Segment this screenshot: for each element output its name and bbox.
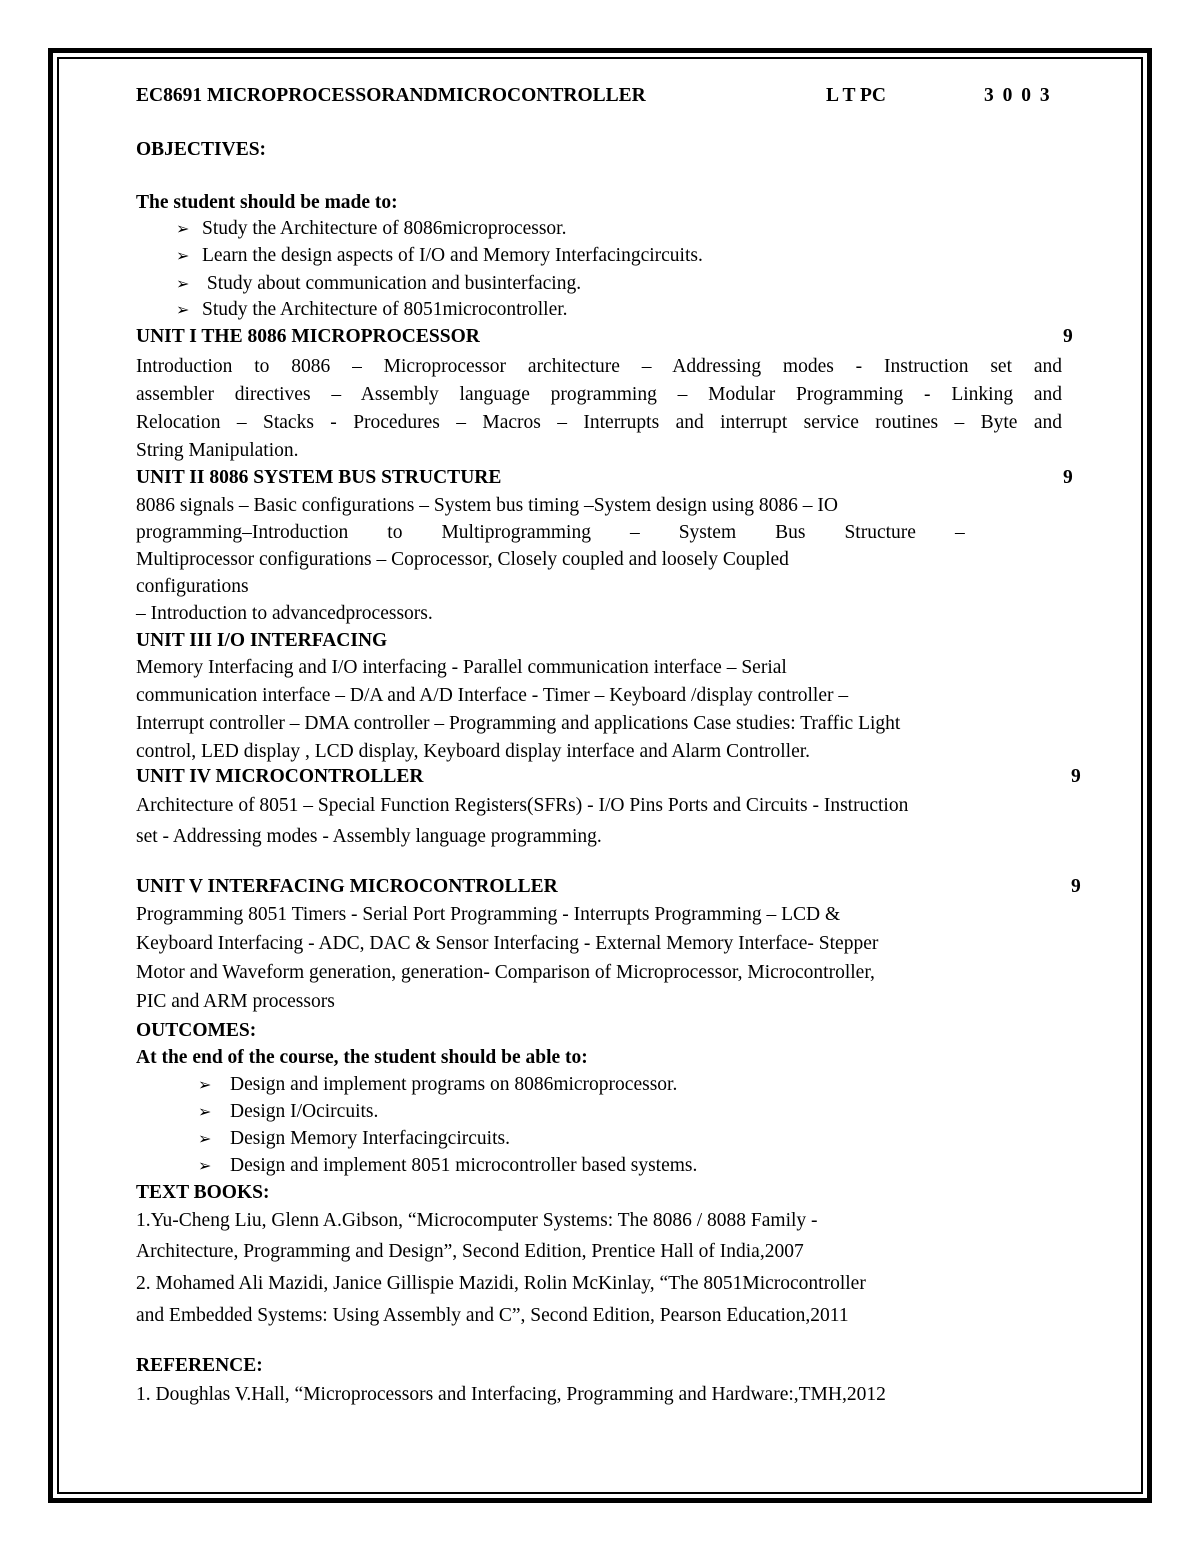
unit-4-line: Architecture of 8051 – Special Function Registers(SFRs) - I/O Pins Ports and Circuits - Instruction	[136, 795, 909, 816]
unit-4-title: UNIT IV MICROCONTROLLER	[136, 766, 424, 787]
unit-1-line: assembler directives – Assembly language programming – Modular Programming - Linking and	[136, 384, 1062, 405]
unit-4-hours: 9	[1071, 766, 1081, 787]
unit-5-line: Programming 8051 Timers - Serial Port Programming - Interrupts Programming – LCD &	[136, 904, 841, 925]
outcome-text: Design I/Ocircuits.	[230, 1101, 379, 1122]
objective-item	[176, 272, 581, 297]
unit-2-hours: 9	[1063, 467, 1073, 488]
arrow-bullet-icon: ➢	[176, 248, 190, 265]
arrow-bullet-icon: ➢	[176, 302, 190, 319]
outcome-item	[198, 1154, 697, 1179]
reference-line: 1. Doughlas V.Hall, “Microprocessors and Interfacing, Programming and Hardware:,TMH,2012	[136, 1384, 886, 1405]
unit-2-line: Multiprocessor configurations – Coprocessor, Closely coupled and loosely Coupled	[136, 549, 789, 570]
unit-3-title: UNIT III I/O INTERFACING	[136, 630, 388, 651]
unit-1-line: Relocation – Stacks - Procedures – Macros – Interrupts and interrupt service routines – Byte and	[136, 412, 1062, 433]
outcome-item	[198, 1073, 677, 1098]
unit-1-body	[136, 353, 1062, 465]
outcome-item	[198, 1100, 378, 1125]
ltpc-value: 3 0 0 3	[984, 85, 1052, 106]
outcome-item	[198, 1127, 510, 1152]
objective-item	[176, 217, 566, 242]
outcomes-intro: At the end of the course, the student should be able to:	[136, 1047, 588, 1068]
textbook-line: Architecture, Programming and Design”, Second Edition, Prentice Hall of India,2007	[136, 1241, 804, 1262]
unit-2-line: 8086 signals – Basic configurations – System bus timing –System design using 8086 – IO	[136, 495, 838, 516]
objective-text: Study about communication and businterfacing.	[202, 273, 582, 294]
unit-5-hours: 9	[1071, 876, 1081, 897]
textbook-line: 2. Mohamed Ali Mazidi, Janice Gillispie Mazidi, Rolin McKinlay, “The 8051Microcontroller	[136, 1273, 866, 1294]
textbook-line: and Embedded Systems: Using Assembly and C”, Second Edition, Pearson Education,2011	[136, 1305, 849, 1326]
unit-3-line: Memory Interfacing and I/O interfacing - Parallel communication interface – Serial	[136, 657, 787, 678]
outcome-text: Design Memory Interfacingcircuits.	[230, 1128, 510, 1149]
arrow-bullet-icon: ➢	[176, 221, 190, 238]
arrow-bullet-icon: ➢	[198, 1131, 212, 1148]
unit-2-title: UNIT II 8086 SYSTEM BUS STRUCTURE	[136, 467, 502, 488]
objectives-heading: OBJECTIVES:	[136, 139, 267, 160]
unit-2-line: configurations	[136, 576, 249, 597]
objectives-intro: The student should be made to:	[136, 192, 398, 213]
objective-text: Learn the design aspects of I/O and Memory Interfacingcircuits.	[202, 245, 703, 266]
unit-4-line: set - Addressing modes - Assembly language programming.	[136, 826, 602, 847]
textbook-line: 1.Yu-Cheng Liu, Glenn A.Gibson, “Microcomputer Systems: The 8086 / 8088 Family -	[136, 1210, 818, 1231]
unit-1-line: Introduction to 8086 – Microprocessor architecture – Addressing modes - Instruction set and	[136, 356, 1062, 377]
outcome-text: Design and implement programs on 8086microprocessor.	[230, 1074, 678, 1095]
textbooks-heading: TEXT BOOKS:	[136, 1182, 270, 1203]
arrow-bullet-icon: ➢	[198, 1077, 212, 1094]
objective-text: Study the Architecture of 8051microcontroller.	[202, 299, 568, 320]
reference-heading: REFERENCE:	[136, 1355, 263, 1376]
objective-item	[176, 298, 568, 323]
unit-5-title: UNIT V INTERFACING MICROCONTROLLER	[136, 876, 558, 897]
objective-item	[176, 244, 703, 269]
outcome-text: Design and implement 8051 microcontroller based systems.	[230, 1155, 698, 1176]
unit-1-title: UNIT I THE 8086 MICROPROCESSOR	[136, 326, 480, 347]
unit-1-line: String Manipulation.	[136, 440, 299, 461]
unit-3-line: control, LED display , LCD display, Keyboard display interface and Alarm Controller.	[136, 741, 811, 762]
unit-3-line: communication interface – D/A and A/D Interface - Timer – Keyboard /display controller –	[136, 685, 849, 706]
objective-text: Study the Architecture of 8086microprocessor.	[202, 218, 567, 239]
unit-5-line: Motor and Waveform generation, generation- Comparison of Microprocessor, Microcontroller,	[136, 962, 875, 983]
unit-2-line: – Introduction to advancedprocessors.	[136, 603, 433, 624]
arrow-bullet-icon: ➢	[198, 1104, 212, 1121]
course-title: EC8691 MICROPROCESSORANDMICROCONTROLLER	[136, 85, 646, 106]
unit-2-line: programming–Introduction to Multiprogramming – System Bus Structure –	[136, 522, 965, 543]
arrow-bullet-icon: ➢	[176, 276, 190, 293]
arrow-bullet-icon: ➢	[198, 1158, 212, 1175]
unit-1-hours: 9	[1063, 326, 1073, 347]
outcomes-heading: OUTCOMES:	[136, 1020, 257, 1041]
unit-5-line: PIC and ARM processors	[136, 991, 335, 1012]
unit-3-line: Interrupt controller – DMA controller – Programming and applications Case studies: Traffic Light	[136, 713, 901, 734]
ltpc-label: L T PC	[826, 85, 886, 106]
unit-5-line: Keyboard Interfacing - ADC, DAC & Sensor Interfacing - External Memory Interface- Stepper	[136, 933, 879, 954]
